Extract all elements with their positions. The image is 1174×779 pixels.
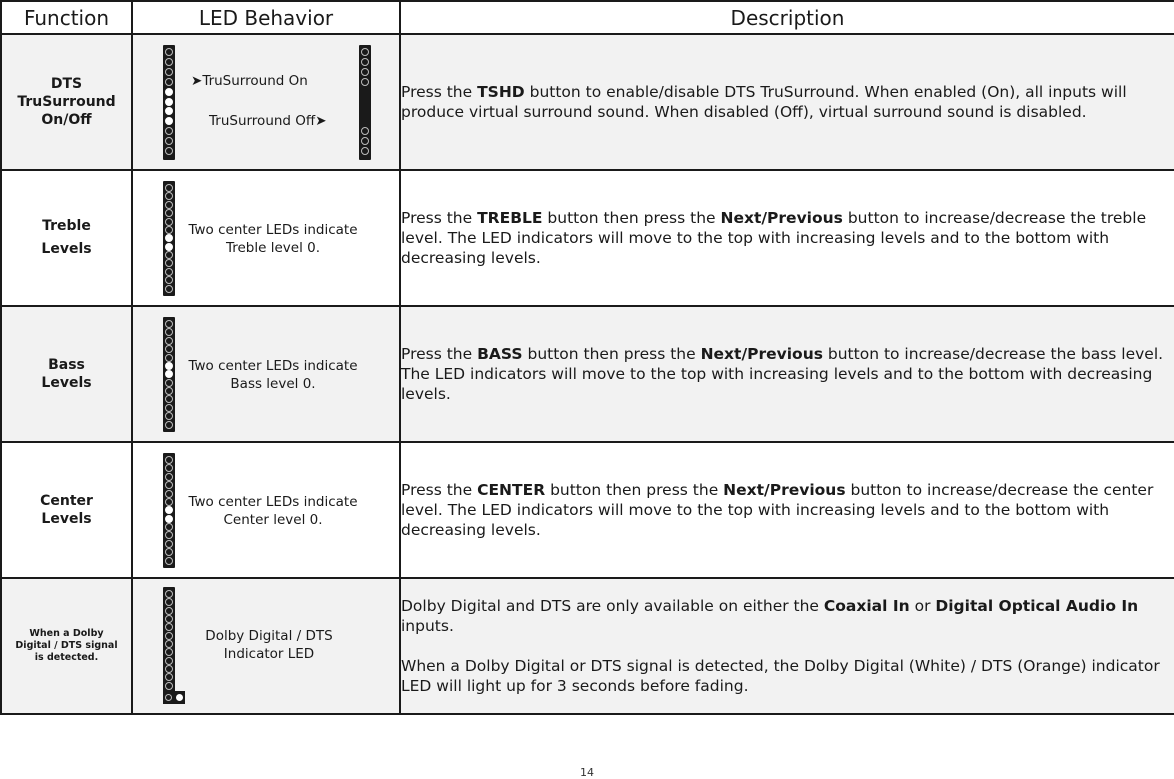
led-off-dot bbox=[165, 623, 173, 631]
header-led-behavior: LED Behavior bbox=[132, 1, 400, 34]
led-off-dot bbox=[361, 58, 369, 66]
header-row bbox=[1, 1, 1174, 34]
led-caption bbox=[183, 493, 363, 529]
led-off-dot bbox=[165, 48, 173, 56]
led-on-dot bbox=[165, 107, 173, 115]
trusurround-on-text: TruSurround On bbox=[202, 73, 308, 89]
led-caption-line: Indicator LED bbox=[223, 646, 315, 662]
description-cell bbox=[400, 306, 1174, 442]
function-line: On/Off bbox=[41, 112, 92, 128]
led-caption-line: Treble level 0. bbox=[225, 240, 320, 256]
led-off-dot bbox=[165, 523, 173, 531]
led-off-dot bbox=[361, 48, 369, 56]
led-off-dot bbox=[165, 473, 173, 481]
led-off-dot bbox=[165, 682, 173, 690]
description-paragraph bbox=[401, 480, 1174, 540]
desc-text: button to increase/decrease the center level. The LED indicators will move to the top with increasing levels and to the bottom with decreasing levels. bbox=[401, 481, 1154, 539]
led-caption bbox=[183, 357, 363, 393]
function-line: Levels bbox=[41, 375, 92, 391]
led-cell bbox=[132, 306, 400, 442]
led-cell bbox=[132, 442, 400, 578]
desc-bold-button: BASS bbox=[477, 345, 523, 363]
table-row-bass bbox=[1, 306, 1174, 442]
led-strip bbox=[163, 453, 175, 568]
led-off-dot bbox=[165, 345, 173, 353]
desc-bold-input: Coaxial In bbox=[823, 597, 910, 615]
led-off-dot bbox=[165, 127, 173, 135]
led-cell bbox=[132, 578, 400, 714]
led-off-dot bbox=[165, 68, 173, 76]
led-off-dot bbox=[165, 607, 173, 615]
led-off-dot bbox=[165, 354, 173, 362]
description-paragraph bbox=[401, 82, 1174, 122]
led-cell bbox=[132, 170, 400, 306]
desc-bold-button: TSHD bbox=[477, 83, 525, 101]
function-line: DTS bbox=[50, 76, 83, 92]
led-off-dot bbox=[165, 590, 173, 598]
description-cell bbox=[400, 170, 1174, 306]
function-cell bbox=[1, 442, 132, 578]
led-off-dot bbox=[165, 379, 173, 387]
led-cell bbox=[132, 34, 400, 170]
led-off-dot bbox=[361, 68, 369, 76]
led-off-dot bbox=[165, 285, 173, 293]
function-line: is detected. bbox=[34, 652, 99, 663]
desc-text: button then press the bbox=[542, 209, 721, 227]
function-cell bbox=[1, 170, 132, 306]
desc-text: button then press the bbox=[545, 481, 724, 499]
led-off-dot bbox=[165, 456, 173, 464]
led-strip bbox=[163, 181, 175, 296]
arrow-right-icon: ➤ bbox=[315, 113, 327, 129]
led-on-dot bbox=[165, 243, 173, 251]
led-off-dot bbox=[165, 251, 173, 259]
led-off-dot bbox=[165, 137, 173, 145]
trusurround-on-label bbox=[191, 73, 308, 89]
desc-bold-button: Next/Previous bbox=[700, 345, 823, 363]
function-line: Center bbox=[40, 493, 93, 509]
led-caption-line: Two center LEDs indicate bbox=[188, 358, 358, 374]
led-caption-line: Dolby Digital / DTS bbox=[205, 628, 333, 644]
led-off-dot bbox=[165, 557, 173, 565]
description-cell bbox=[400, 34, 1174, 170]
led-on-dot bbox=[165, 515, 173, 523]
led-off-dot bbox=[165, 78, 173, 86]
led-off-dot bbox=[165, 464, 173, 472]
desc-text: button to increase/decrease the bass level. The LED indicators will move to the top with increasing levels and to the bottom with decreasing levels. bbox=[401, 345, 1164, 403]
function-line: Bass bbox=[48, 357, 85, 373]
led-off-dot bbox=[165, 548, 173, 556]
led-off-dot bbox=[165, 540, 173, 548]
table-row-center bbox=[1, 442, 1174, 578]
led-off-dot bbox=[165, 328, 173, 336]
led-off-dot bbox=[165, 147, 173, 155]
led-off-dot bbox=[165, 387, 173, 395]
led-off-dot bbox=[165, 615, 173, 623]
desc-text: Press the bbox=[401, 83, 478, 101]
led-off-dot bbox=[165, 395, 173, 403]
led-strip-right bbox=[359, 45, 371, 160]
desc-bold-button: TREBLE bbox=[477, 209, 543, 227]
description-cell bbox=[400, 442, 1174, 578]
indicator-led-dot bbox=[165, 694, 172, 701]
led-off-dot bbox=[165, 481, 173, 489]
header-function: Function bbox=[1, 1, 132, 34]
function-line: When a Dolby bbox=[29, 628, 104, 639]
desc-text: or bbox=[909, 597, 936, 615]
led-off-dot bbox=[165, 268, 173, 276]
led-off-dot bbox=[165, 412, 173, 420]
led-strip-left bbox=[163, 45, 175, 160]
led-off-dot bbox=[165, 192, 173, 200]
led-off-dot bbox=[165, 640, 173, 648]
led-on-dot bbox=[165, 88, 173, 96]
led-off-dot bbox=[165, 58, 173, 66]
led-off-dot bbox=[165, 648, 173, 656]
function-line: Levels bbox=[41, 241, 92, 257]
desc-bold-input: Digital Optical Audio In bbox=[935, 597, 1139, 615]
function-cell bbox=[1, 578, 132, 714]
desc-bold-button: CENTER bbox=[477, 481, 546, 499]
function-line: Levels bbox=[41, 511, 92, 527]
function-line: Treble bbox=[42, 218, 91, 234]
table-row-dolby-dts bbox=[1, 578, 1174, 714]
description-paragraph bbox=[401, 344, 1174, 404]
led-caption bbox=[183, 221, 363, 257]
function-line: TruSurround bbox=[17, 94, 116, 110]
led-off-dot bbox=[165, 421, 173, 429]
led-off-dot bbox=[165, 404, 173, 412]
indicator-led-block bbox=[163, 691, 185, 704]
led-on-dot bbox=[165, 98, 173, 106]
led-off-dot bbox=[165, 498, 173, 506]
desc-text: button then press the bbox=[522, 345, 701, 363]
led-off-dot bbox=[165, 490, 173, 498]
led-caption-line: Two center LEDs indicate bbox=[188, 494, 358, 510]
description-paragraph bbox=[401, 208, 1174, 268]
page-number: 14 bbox=[580, 766, 594, 779]
desc-bold-button: Next/Previous bbox=[720, 209, 843, 227]
led-caption-line: Center level 0. bbox=[223, 512, 323, 528]
arrow-left-icon: ➤ bbox=[191, 73, 203, 89]
desc-bold-button: Next/Previous bbox=[723, 481, 846, 499]
led-off-dot bbox=[165, 598, 173, 606]
led-off-dot bbox=[361, 147, 369, 155]
led-off-dot bbox=[165, 226, 173, 234]
desc-text: Press the bbox=[401, 209, 478, 227]
desc-text: Dolby Digital and DTS are only available on either the bbox=[401, 597, 824, 615]
led-off-dot bbox=[361, 78, 369, 86]
led-off-dot bbox=[165, 632, 173, 640]
description-paragraph bbox=[401, 596, 1174, 636]
description-paragraph: When a Dolby Digital or DTS signal is detected, the Dolby Digital (White) / DTS (Orange) indicator LED will light up for 3 seconds before fading. bbox=[401, 657, 1160, 695]
led-on-dot bbox=[165, 506, 173, 514]
led-caption-line: Two center LEDs indicate bbox=[188, 222, 358, 238]
led-on-dot bbox=[165, 234, 173, 242]
led-off-dot bbox=[165, 276, 173, 284]
led-caption bbox=[179, 627, 359, 663]
led-on-dot bbox=[165, 117, 173, 125]
led-on-dot bbox=[165, 362, 173, 370]
desc-text: Press the bbox=[401, 345, 478, 363]
led-off-dot bbox=[361, 127, 369, 135]
header-description: Description bbox=[400, 1, 1174, 34]
led-off-dot bbox=[361, 137, 369, 145]
led-off-dot bbox=[165, 209, 173, 217]
led-off-dot bbox=[165, 337, 173, 345]
led-strip bbox=[163, 317, 175, 432]
led-off-dot bbox=[165, 657, 173, 665]
led-off-dot bbox=[165, 673, 173, 681]
led-off-dot bbox=[165, 184, 173, 192]
desc-text: inputs. bbox=[401, 617, 454, 635]
trusurround-off-text: TruSurround Off bbox=[209, 113, 316, 129]
function-cell bbox=[1, 34, 132, 170]
desc-text: button to increase/decrease the treble level. The LED indicators will move to the top with increasing levels and to the bottom with decreasing levels. bbox=[401, 209, 1147, 267]
led-caption-line: Bass level 0. bbox=[230, 376, 316, 392]
led-strip bbox=[163, 587, 175, 693]
desc-text: Press the bbox=[401, 481, 478, 499]
led-off-dot bbox=[165, 531, 173, 539]
led-on-dot bbox=[165, 370, 173, 378]
function-line: Digital / DTS signal bbox=[15, 640, 118, 651]
desc-text: button to enable/disable DTS TruSurround. When enabled (On), all inputs will produce virtual surround sound. When disabled (Off), virtual surround sound is disabled. bbox=[401, 83, 1127, 121]
description-cell bbox=[400, 578, 1174, 714]
indicator-led-dot bbox=[176, 694, 183, 701]
led-off-dot bbox=[165, 201, 173, 209]
table-row-dts-trusurround bbox=[1, 34, 1174, 170]
table-row-treble bbox=[1, 170, 1174, 306]
led-off-dot bbox=[165, 218, 173, 226]
led-off-dot bbox=[165, 320, 173, 328]
function-cell bbox=[1, 306, 132, 442]
trusurround-off-label bbox=[209, 113, 327, 129]
led-off-dot bbox=[165, 665, 173, 673]
led-off-dot bbox=[165, 259, 173, 267]
